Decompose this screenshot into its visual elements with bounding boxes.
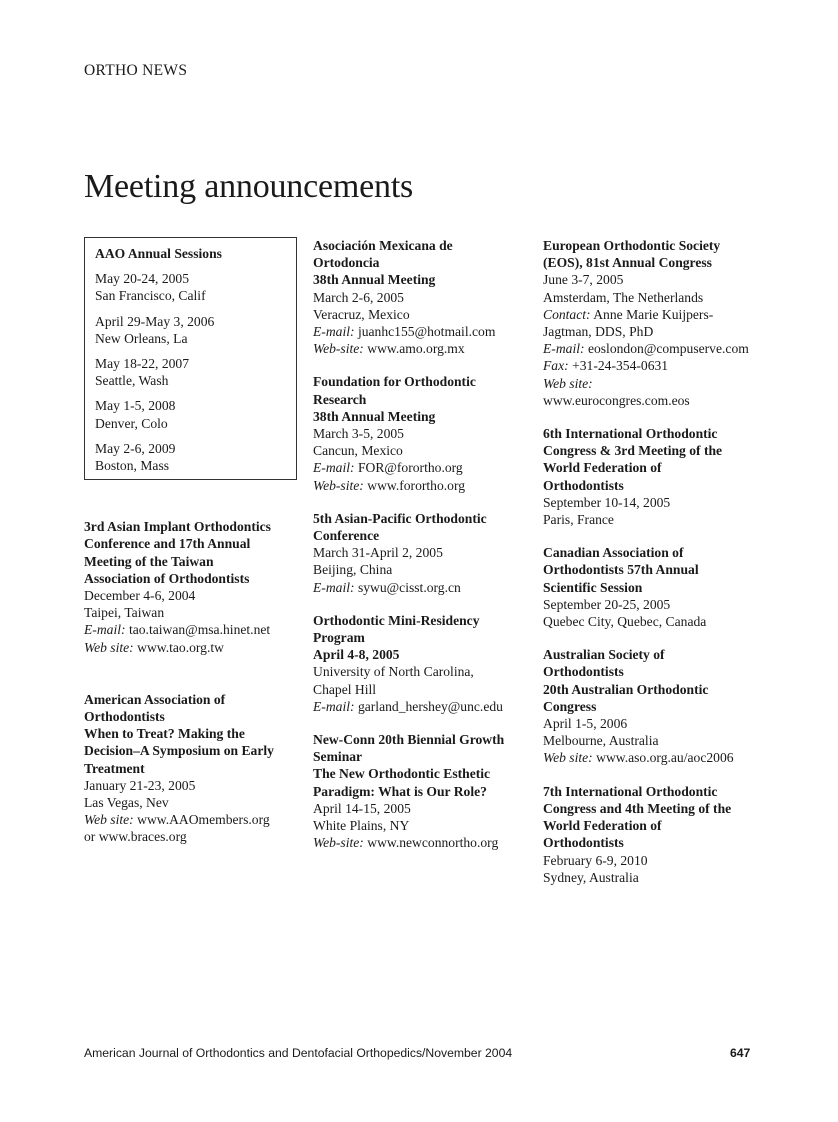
aao-session-list bbox=[95, 270, 296, 474]
meeting-title-line: Orthodontists bbox=[543, 664, 624, 680]
meeting-contact-line bbox=[543, 306, 763, 323]
meeting-contact-line bbox=[84, 639, 300, 656]
meeting-entry bbox=[313, 373, 531, 493]
contact-label: Web site: bbox=[543, 375, 593, 391]
meeting-title-line: Asociación Mexicana de bbox=[313, 238, 453, 253]
meeting-detail-line bbox=[313, 561, 531, 578]
meeting-detail-line bbox=[543, 289, 763, 306]
meeting-title-line: Meeting of the Taiwan bbox=[84, 553, 214, 569]
contact-label: Web-site: bbox=[313, 835, 364, 851]
meeting-title-line: Congress bbox=[543, 698, 597, 714]
meeting-entry bbox=[84, 518, 300, 656]
contact-label: Web-site: bbox=[313, 341, 364, 357]
detail-text: January 21-23, 2005 bbox=[84, 777, 196, 793]
meeting-entry bbox=[313, 510, 531, 596]
contact-label: E-mail: bbox=[313, 460, 355, 476]
meeting-title-line: Conference and 17th Annual bbox=[84, 536, 251, 552]
contact-label: Fax: bbox=[543, 358, 569, 374]
column-3 bbox=[543, 237, 763, 902]
detail-text: March 2-6, 2005 bbox=[313, 289, 404, 305]
detail-text: www.AAOmembers.org bbox=[137, 812, 270, 828]
detail-text: Jagtman, DDS, PhD bbox=[543, 324, 654, 340]
meeting-contact-line bbox=[543, 340, 763, 357]
meeting-contact-line bbox=[313, 698, 531, 715]
meeting-title-line: Canadian Association of bbox=[543, 545, 684, 561]
meeting-detail-line bbox=[313, 817, 531, 834]
detail-text: Veracruz, Mexico bbox=[313, 306, 410, 322]
aao-session bbox=[95, 355, 296, 389]
meeting-title-line: Orthodontists 57th Annual bbox=[543, 562, 699, 578]
meeting-title-line: (EOS), 81st Annual Congress bbox=[543, 255, 712, 271]
aao-session bbox=[95, 440, 296, 474]
meeting-title-line: Decision–A Symposium on Early bbox=[84, 743, 274, 759]
session-place: Boston, Mass bbox=[95, 458, 170, 474]
detail-text: Amsterdam, The Netherlands bbox=[543, 289, 704, 305]
detail-text: tao.taiwan@msa.hinet.net bbox=[128, 622, 271, 638]
meeting-entry bbox=[543, 425, 763, 528]
detail-text: Chapel Hill bbox=[313, 681, 377, 697]
contact-label: Web-site: bbox=[313, 477, 364, 493]
detail-text: September 20-25, 2005 bbox=[543, 596, 671, 612]
contact-label: E-mail: bbox=[543, 341, 585, 357]
meeting-detail-line bbox=[84, 604, 300, 621]
detail-text: Cancun, Mexico bbox=[313, 443, 403, 459]
session-place: Denver, Colo bbox=[95, 415, 168, 431]
meeting-contact-line bbox=[313, 579, 531, 596]
meeting-title-line: American Association of bbox=[84, 691, 226, 707]
column-1 bbox=[84, 237, 300, 881]
session-place: New Orleans, La bbox=[95, 330, 188, 346]
meeting-title-line: Congress and 4th Meeting of the bbox=[543, 800, 732, 816]
meeting-title-line: Program bbox=[313, 630, 365, 646]
meeting-title-line: The New Orthodontic Esthetic bbox=[313, 766, 491, 782]
meeting-title-line: Orthodontic Mini-Residency bbox=[313, 612, 480, 628]
detail-text: September 10-14, 2005 bbox=[543, 494, 671, 510]
meeting-detail-line bbox=[313, 306, 531, 323]
meeting-title-line: World Federation of bbox=[543, 460, 662, 476]
meeting-entry bbox=[313, 731, 531, 851]
meeting-title-line: 6th International Orthodontic bbox=[543, 426, 718, 442]
aao-session bbox=[95, 313, 296, 347]
meeting-title-line: World Federation of bbox=[543, 818, 662, 834]
meeting-title-line: European Orthodontic Society bbox=[543, 238, 721, 253]
aao-session bbox=[95, 397, 296, 431]
detail-text: University of North Carolina, bbox=[313, 664, 474, 680]
meeting-contact-line bbox=[543, 357, 763, 374]
meeting-detail-line bbox=[543, 511, 763, 528]
meeting-title-line: 38th Annual Meeting bbox=[313, 272, 436, 288]
meeting-detail-line bbox=[313, 663, 531, 680]
meeting-detail-line bbox=[543, 852, 763, 869]
meeting-title-line: Australian Society of bbox=[543, 647, 665, 663]
detail-text: June 3-7, 2005 bbox=[543, 272, 624, 288]
meeting-title-line: Paradigm: What is Our Role? bbox=[313, 783, 487, 799]
detail-text: garland_hershey@unc.edu bbox=[357, 698, 503, 714]
meeting-contact-line bbox=[313, 459, 531, 476]
meeting-contact-line bbox=[84, 621, 300, 638]
detail-text: www.tao.org.tw bbox=[137, 639, 224, 655]
detail-text: juanhc155@hotmail.com bbox=[357, 324, 496, 340]
meeting-entry bbox=[543, 544, 763, 630]
contact-label: E-mail: bbox=[313, 698, 355, 714]
detail-text: www.amo.org.mx bbox=[367, 341, 465, 357]
meeting-title-line: Ortodoncia bbox=[313, 255, 380, 271]
meeting-title-line: 3rd Asian Implant Orthodontics bbox=[84, 519, 271, 535]
meeting-contact-line bbox=[313, 477, 531, 494]
meeting-detail-line bbox=[313, 289, 531, 306]
meeting-detail-line bbox=[313, 442, 531, 459]
meeting-detail-line bbox=[543, 715, 763, 732]
meeting-entry bbox=[543, 237, 763, 409]
meeting-contact-line bbox=[543, 375, 763, 392]
meeting-detail-line bbox=[313, 800, 531, 817]
meeting-title-line: 5th Asian-Pacific Orthodontic bbox=[313, 510, 487, 526]
meeting-title-line: 38th Annual Meeting bbox=[313, 408, 436, 424]
meeting-contact-line bbox=[313, 323, 531, 340]
meeting-detail-line bbox=[543, 323, 763, 340]
meeting-entry bbox=[543, 783, 763, 886]
detail-text: eoslondon@compuserve.com bbox=[587, 341, 749, 357]
meeting-entry bbox=[313, 612, 531, 715]
detail-text: White Plains, NY bbox=[313, 818, 410, 834]
meeting-title-line: Foundation for Orthodontic bbox=[313, 374, 476, 390]
detail-text: February 6-9, 2010 bbox=[543, 852, 648, 868]
meeting-title-line: Scientific Session bbox=[543, 579, 643, 595]
aao-sessions-box bbox=[84, 237, 297, 480]
contact-label: Web site: bbox=[84, 812, 134, 828]
session-dates: May 1-5, 2008 bbox=[95, 398, 176, 414]
contact-label: Web site: bbox=[84, 639, 134, 655]
meeting-title-line: 20th Australian Orthodontic bbox=[543, 681, 709, 697]
meeting-detail-line bbox=[543, 869, 763, 886]
detail-text: www.eurocongres.com.eos bbox=[543, 392, 690, 408]
meeting-contact-line bbox=[313, 834, 531, 851]
detail-text: April 1-5, 2006 bbox=[543, 716, 628, 732]
meeting-title-line: Association of Orthodontists bbox=[84, 570, 250, 586]
meeting-title-line: Research bbox=[313, 391, 367, 407]
meeting-title-line: When to Treat? Making the bbox=[84, 726, 245, 742]
contact-label: Contact: bbox=[543, 306, 591, 322]
detail-text: sywu@cisst.org.cn bbox=[357, 579, 461, 595]
meeting-contact-line bbox=[84, 811, 300, 828]
detail-text: Melbourne, Australia bbox=[543, 733, 659, 749]
detail-text: Sydney, Australia bbox=[543, 869, 639, 885]
detail-text: www.forortho.org bbox=[367, 477, 466, 493]
detail-text: or www.braces.org bbox=[84, 829, 187, 845]
meeting-detail-line bbox=[313, 681, 531, 698]
detail-text: +31-24-354-0631 bbox=[572, 358, 669, 374]
page-title: Meeting announcements bbox=[84, 168, 414, 205]
meeting-title-line: Treatment bbox=[84, 760, 145, 776]
detail-text: April 14-15, 2005 bbox=[313, 800, 411, 816]
session-place: San Francisco, Calif bbox=[95, 288, 206, 304]
session-place: Seattle, Wash bbox=[95, 373, 169, 389]
aao-box-title: AAO Annual Sessions bbox=[95, 246, 222, 261]
meeting-detail-line bbox=[84, 777, 300, 794]
footer-journal-name: American Journal of Orthodontics and Dentofacial Orthopedics/November 2004 bbox=[84, 1046, 513, 1060]
detail-text: Quebec City, Quebec, Canada bbox=[543, 614, 707, 630]
meeting-title-line: New-Conn 20th Biennial Growth bbox=[313, 732, 505, 748]
meeting-detail-line bbox=[543, 732, 763, 749]
meeting-detail-line bbox=[543, 494, 763, 511]
detail-text: Anne Marie Kuijpers- bbox=[593, 306, 714, 322]
session-dates: May 20-24, 2005 bbox=[95, 271, 190, 287]
detail-text: December 4-6, 2004 bbox=[84, 588, 196, 604]
contact-label: E-mail: bbox=[313, 324, 355, 340]
meeting-detail-line bbox=[84, 828, 300, 845]
contact-label: Web site: bbox=[543, 750, 593, 766]
detail-text: Las Vegas, Nev bbox=[84, 795, 169, 811]
meeting-detail-line bbox=[543, 392, 763, 409]
detail-text: Taipei, Taiwan bbox=[84, 605, 165, 621]
column-3-entries bbox=[543, 237, 763, 886]
meeting-detail-line bbox=[543, 613, 763, 630]
meeting-title-line: Orthodontists bbox=[543, 835, 624, 851]
detail-text: Paris, France bbox=[543, 512, 614, 528]
session-dates: May 2-6, 2009 bbox=[95, 440, 176, 456]
meeting-entry bbox=[313, 237, 531, 357]
footer-page-number: 647 bbox=[730, 1046, 751, 1060]
meeting-detail-line bbox=[313, 544, 531, 561]
meeting-entry bbox=[543, 646, 763, 766]
meeting-title-line: 7th International Orthodontic bbox=[543, 783, 718, 799]
meeting-title-line: April 4-8, 2005 bbox=[313, 647, 400, 663]
meeting-detail-line bbox=[313, 425, 531, 442]
contact-label: E-mail: bbox=[313, 579, 355, 595]
detail-text: Beijing, China bbox=[313, 562, 393, 578]
column-2 bbox=[313, 237, 531, 868]
meeting-title-line: Orthodontists bbox=[543, 477, 624, 493]
meeting-detail-line bbox=[84, 587, 300, 604]
meeting-title-line: Congress & 3rd Meeting of the bbox=[543, 443, 723, 459]
detail-text: www.aso.org.au/aoc2006 bbox=[596, 750, 734, 766]
meeting-contact-line bbox=[313, 340, 531, 357]
meeting-detail-line bbox=[84, 794, 300, 811]
section-header: ORTHO NEWS bbox=[84, 62, 188, 79]
column-2-entries bbox=[313, 237, 531, 852]
meeting-contact-line bbox=[543, 749, 763, 766]
meeting-detail-line bbox=[543, 271, 763, 288]
detail-text: March 31-April 2, 2005 bbox=[313, 545, 443, 561]
session-dates: May 18-22, 2007 bbox=[95, 356, 190, 372]
meeting-detail-line bbox=[543, 596, 763, 613]
meeting-title-line: Orthodontists bbox=[84, 709, 165, 725]
aao-session bbox=[95, 270, 296, 304]
session-dates: April 29-May 3, 2006 bbox=[95, 313, 215, 329]
contact-label: E-mail: bbox=[84, 622, 126, 638]
detail-text: www.newconnortho.org bbox=[367, 835, 499, 851]
meeting-title-line: Conference bbox=[313, 528, 380, 544]
detail-text: FOR@forortho.org bbox=[357, 460, 463, 476]
column-1-entries bbox=[84, 518, 300, 845]
meeting-title-line: Seminar bbox=[313, 749, 363, 765]
meeting-entry bbox=[84, 691, 300, 846]
detail-text: March 3-5, 2005 bbox=[313, 426, 404, 442]
